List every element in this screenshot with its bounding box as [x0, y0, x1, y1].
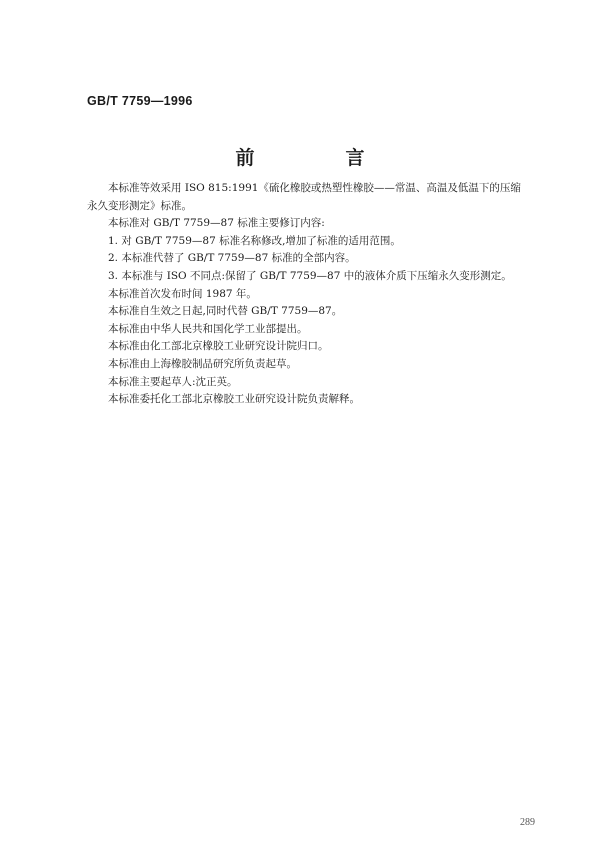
foreword-body — [87, 180, 522, 409]
paragraph-drafters: 本标准主要起草人:沈正英。 — [108, 375, 238, 388]
paragraph-revision-item-3: 3. 本标准与 ISO 不同点:保留了 GB/T 7759—87 中的液体介质下压缩永久变形测定。 — [108, 269, 512, 282]
paragraph-revision-item-1: 1. 对 GB/T 7759—87 标准名称修改,增加了标准的适用范围。 — [108, 234, 401, 247]
paragraph-proposer: 本标准由中华人民共和国化学工业部提出。 — [108, 322, 308, 335]
paragraph-equivalence: 本标准等效采用 ISO 815:1991《硫化橡胶或热塑性橡胶——常温、高温及低温下的压缩永久变形测定》标准。 — [87, 182, 521, 212]
paragraph-revision-item-2: 2. 本标准代替了 GB/T 7759—87 标准的全部内容。 — [108, 252, 356, 265]
page-number: 289 — [520, 817, 535, 828]
paragraph-administrator: 本标准由化工部北京橡胶工业研究设计院归口。 — [108, 340, 329, 353]
paragraph-revision-intro: 本标准对 GB/T 7759—87 标准主要修订内容: — [108, 217, 325, 230]
page-title: 前 言 — [235, 147, 401, 169]
paragraph-drafter-org: 本标准由上海橡胶制品研究所负责起草。 — [108, 357, 297, 370]
paragraph-first-issue: 本标准首次发布时间 1987 年。 — [108, 287, 257, 300]
paragraph-effective: 本标准自生效之日起,同时代替 GB/T 7759—87。 — [108, 305, 343, 318]
paragraph-interpretation: 本标准委托化工部北京橡胶工业研究设计院负责解释。 — [108, 393, 360, 406]
standard-code: GB/T 7759—1996 — [87, 94, 193, 108]
